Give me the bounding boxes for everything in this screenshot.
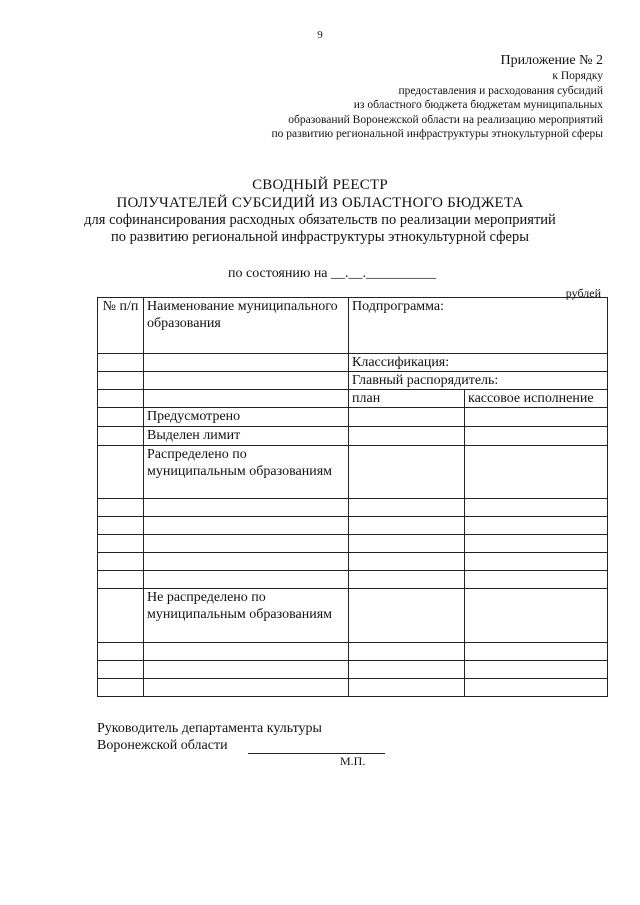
signature-block [97,720,385,754]
table-cell [98,679,144,697]
heading-purpose: для софинансирования расходных обязательств по реализации мероприятий [84,212,556,228]
table-cell [98,661,144,679]
table-cell [349,535,465,553]
header-main-manager: Главный распорядитель: [349,372,608,390]
table-cell [98,354,144,372]
table-cell [465,643,608,661]
table-cell [98,390,144,408]
table-cell [144,679,349,697]
table-cell [98,372,144,390]
heading-subtitle: ПОЛУЧАТЕЛЕЙ СУБСИДИЙ ИЗ ОБЛАСТНОГО БЮДЖЕТА [116,195,524,211]
document-heading [0,176,640,246]
table-cell [465,661,608,679]
table-cell [98,589,144,643]
heading-purpose: по развитию региональной инфраструктуры этнокультурной сферы [111,229,529,245]
table-cell [349,679,465,697]
header-municipality: Наименование муниципального образования [144,298,349,354]
table-cell [98,571,144,589]
table-cell [98,643,144,661]
table-cell [144,571,349,589]
table-cell [98,517,144,535]
table-cell [144,390,349,408]
table-cell [465,679,608,697]
table-cell [465,427,608,446]
table-cell [465,553,608,571]
table-cell [349,446,465,499]
table-cell [349,499,465,517]
header-plan: план [349,390,465,408]
appendix-line: из областного бюджета бюджетам муниципальных [353,99,603,111]
appendix-line: по развитию региональной инфраструктуры этнокультурной сферы [271,128,603,140]
table-cell [144,553,349,571]
table-cell [349,643,465,661]
appendix-block [272,52,603,142]
appendix-title: Приложение № 2 [500,53,603,68]
table-cell [349,589,465,643]
appendix-line: к Порядку [552,70,603,82]
row-distributed-label: Распределено по муниципальным образованиям [144,446,349,499]
as-of-date: по состоянию на __.__.__________ [228,266,437,281]
table-cell [465,517,608,535]
appendix-line: образований Воронежской области на реализацию мероприятий [288,113,603,126]
table-cell [465,535,608,553]
table-cell [349,517,465,535]
table-cell [465,589,608,643]
table-cell [349,427,465,446]
table-cell [144,643,349,661]
header-execution: кассовое исполнение [465,390,608,408]
table-cell [144,372,349,390]
row-undistributed-label: Не распределено по муниципальным образованиям [144,589,349,643]
registry-table [97,297,608,697]
page-number: 9 [317,29,323,41]
row-limit-label: Выделен лимит [144,427,349,446]
table-cell [98,427,144,446]
table-cell [465,446,608,499]
signatory-title: Руководитель департамента культуры [97,721,322,736]
currency-unit: рублей [565,286,601,300]
table-cell [98,553,144,571]
row-provided-label: Предусмотрено [144,408,349,427]
signature-line [248,739,385,754]
header-subprogram: Подпрограмма: [349,298,608,354]
table-cell [349,661,465,679]
table-cell [144,499,349,517]
table-cell [465,571,608,589]
table-cell [144,354,349,372]
table-cell [349,553,465,571]
table-cell [98,535,144,553]
appendix-line: предоставления и расходования субсидий [398,84,603,97]
table-cell [98,499,144,517]
table-cell [144,535,349,553]
table-cell [465,499,608,517]
table-cell [98,408,144,427]
signatory-region: Воронежской области [97,738,228,753]
stamp-place: М.П. [340,754,366,768]
table-cell [98,446,144,499]
table-cell [465,408,608,427]
table-cell [144,661,349,679]
header-classification: Классификация: [349,354,608,372]
heading-title: СВОДНЫЙ РЕЕСТР [252,177,388,193]
table-cell [144,517,349,535]
table-cell [349,571,465,589]
table-cell [349,408,465,427]
header-number: № п/п [98,298,144,354]
